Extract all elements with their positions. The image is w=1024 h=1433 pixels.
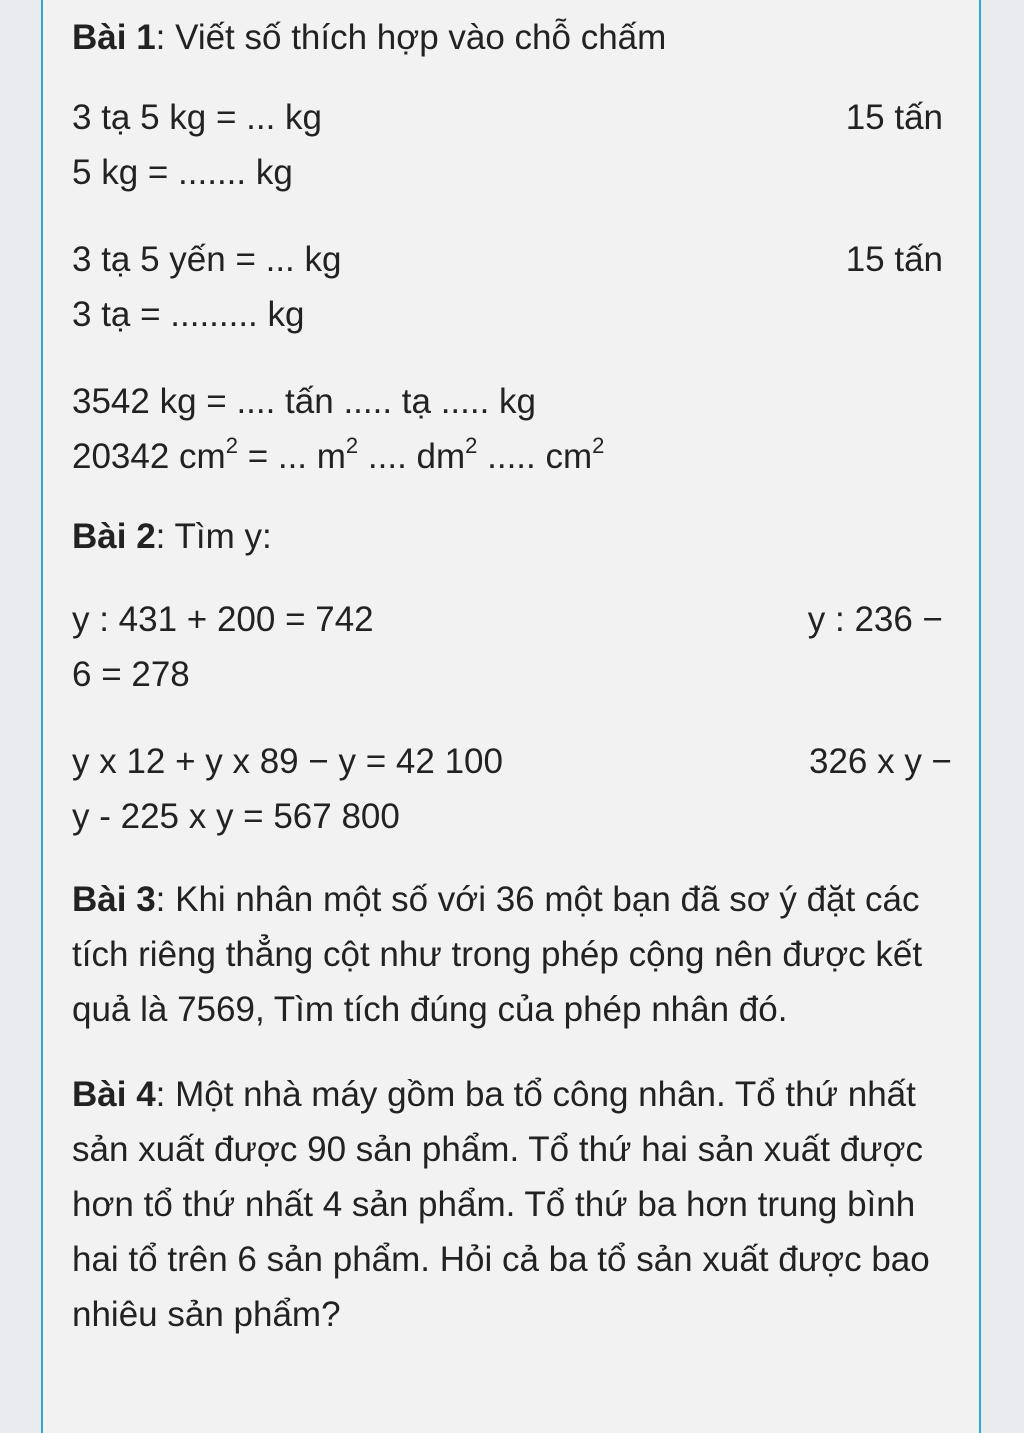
bai1-row [72, 287, 952, 342]
area-exp: 2 [592, 433, 605, 459]
bai1-row [72, 90, 952, 145]
area-dm: .... dm [358, 437, 466, 476]
bai4-text: : Một nhà máy gồm ba tổ công nhân. Tổ thứ nhất sản xuất được 90 sản phẩm. Tổ thứ hai sản xuất được hơn tổ thứ nhất 4 sản phẩm. Tổ thứ ba hơn trung bình hai tổ trên 6 sản phẩm. Hỏi cả ba tổ sản xuất được bao nhiêu sản phẩm? [72, 1075, 930, 1334]
bai4-paragraph [72, 1067, 952, 1342]
bai1-group-1 [72, 90, 952, 200]
bai2-group-1 [72, 592, 952, 702]
bai1-heading [72, 10, 952, 65]
bai2-row [72, 734, 952, 789]
bai1-group-3 [72, 374, 952, 484]
bai1-row [72, 145, 952, 200]
bai3-text: : Khi nhân một số với 36 một bạn đã sơ ý đặt các tích riêng thẳng cột như trong phép cộng nên được kết quả là 7569, Tìm tích đúng của phép nhân đó. [72, 880, 923, 1029]
bai1-row-left: 3 tạ 5 kg = ... kg [72, 98, 323, 137]
bai2-row [72, 789, 952, 844]
bai2-group-2 [72, 734, 952, 844]
area-value: 20342 cm [72, 437, 226, 476]
area-eq: = ... m [237, 437, 346, 476]
document-content [72, 0, 952, 1342]
bai2-row-left: y x 12 + y x 89 − y = 42 100 [72, 742, 503, 781]
bai2-title: : Tìm y: [155, 517, 272, 556]
area-exp: 2 [345, 433, 359, 459]
bai1-label: Bài 1 [72, 18, 156, 57]
bai2-row-left: 6 = 278 [72, 655, 190, 694]
bai1-row-right: 15 tấn [845, 240, 943, 279]
bai1-row-right: 15 tấn [845, 98, 943, 137]
bai2-row-left: y : 431 + 200 = 742 [72, 600, 374, 639]
bai3-paragraph [72, 872, 952, 1037]
bai1-row-left: 5 kg = ....... kg [72, 153, 293, 192]
bai2-heading [72, 509, 952, 564]
bai2-label: Bài 2 [72, 517, 156, 556]
bai2-row-left: y - 225 x y = 567 800 [72, 797, 400, 836]
bai2-row [72, 647, 952, 702]
area-cm: ..... cm [477, 437, 593, 476]
bai3-label: Bài 3 [72, 880, 156, 919]
bai1-row-left: 3 tạ 5 yến = ... kg [72, 240, 342, 279]
bai4-label: Bài 4 [72, 1075, 156, 1114]
bai2-row [72, 592, 952, 647]
bai1-title: : Viết số thích hợp vào chỗ chấm [155, 18, 667, 57]
bai1-row [72, 374, 952, 429]
bai1-row [72, 232, 952, 287]
area-exp: 2 [225, 433, 238, 459]
area-exp: 2 [465, 433, 478, 459]
bai1-row-left: 3542 kg = .... tấn ..... tạ ..... kg [72, 382, 537, 421]
bai1-group-2 [72, 232, 952, 342]
bai2-row-right: 326 x y − [808, 742, 952, 781]
bai1-row-left: 3 tạ = ......... kg [72, 295, 305, 334]
bai1-area-row [72, 429, 952, 484]
bai2-row-right: y : 236 − [807, 600, 943, 639]
